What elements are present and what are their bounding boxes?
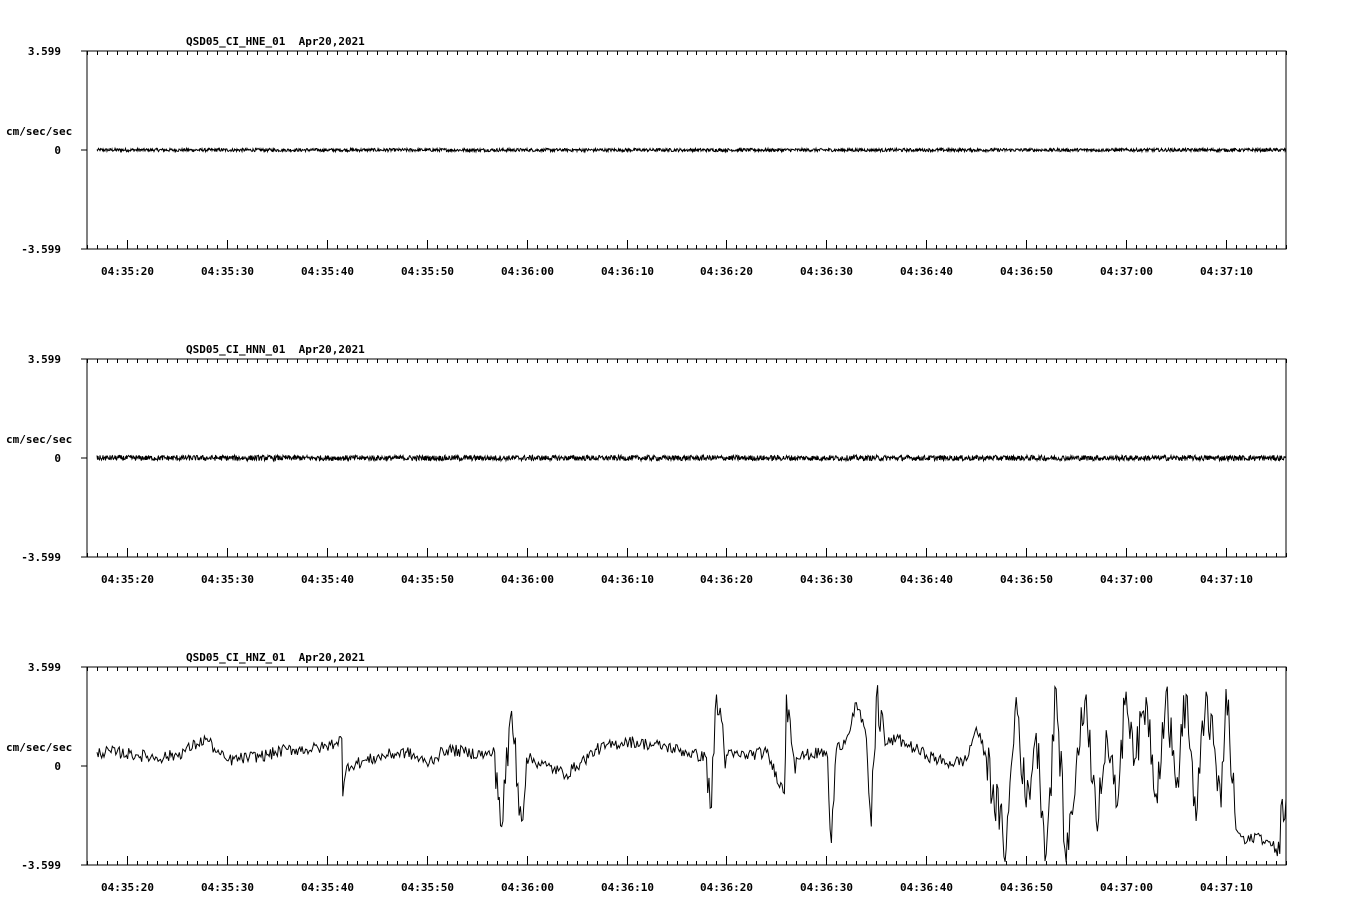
- waveform-trace: [97, 455, 1286, 460]
- x-tick-label: 04:36:20: [700, 881, 753, 894]
- plot-frame: [87, 667, 1286, 865]
- x-tick-label: 04:37:10: [1200, 573, 1253, 586]
- x-tick-label: 04:36:50: [1000, 573, 1053, 586]
- x-tick-label: 04:35:30: [201, 573, 254, 586]
- x-tick-label: 04:36:40: [900, 573, 953, 586]
- x-tick-label: 04:37:10: [1200, 265, 1253, 278]
- y-tick-label: -3.599: [21, 859, 61, 872]
- x-tick-label: 04:36:30: [800, 881, 853, 894]
- x-tick-label: 04:35:50: [401, 573, 454, 586]
- panel-title: QSD05_CI_HNE_01 Apr20,2021: [186, 35, 365, 48]
- x-tick-label: 04:36:10: [601, 881, 654, 894]
- y-tick-label: 3.599: [27, 45, 61, 58]
- y-tick-label: 3.599: [27, 353, 61, 366]
- panel-3: [6, 651, 1287, 894]
- y-axis-label: cm/sec/sec: [6, 125, 73, 138]
- x-tick-label: 04:35:20: [101, 265, 154, 278]
- waveform-trace: [97, 148, 1286, 151]
- x-tick-label: 04:35:20: [101, 573, 154, 586]
- y-tick-label: -3.599: [21, 551, 61, 564]
- x-tick-label: 04:35:20: [101, 881, 154, 894]
- x-tick-label: 04:36:00: [501, 881, 554, 894]
- x-tick-label: 04:36:40: [900, 881, 953, 894]
- x-tick-label: 04:37:00: [1100, 265, 1153, 278]
- y-tick-label: 0: [54, 452, 61, 465]
- x-tick-label: 04:36:50: [1000, 881, 1053, 894]
- x-tick-label: 04:37:00: [1100, 881, 1153, 894]
- x-tick-label: 04:36:30: [800, 265, 853, 278]
- y-tick-label: 3.599: [27, 661, 61, 674]
- y-axis-label: cm/sec/sec: [6, 741, 73, 754]
- x-tick-label: 04:35:40: [301, 265, 354, 278]
- x-tick-label: 04:35:50: [401, 265, 454, 278]
- x-tick-label: 04:37:00: [1100, 573, 1153, 586]
- x-tick-label: 04:36:20: [700, 265, 753, 278]
- panel-title: QSD05_CI_HNN_01 Apr20,2021: [186, 343, 365, 356]
- x-tick-label: 04:35:30: [201, 881, 254, 894]
- x-tick-label: 04:36:40: [900, 265, 953, 278]
- y-tick-label: 0: [54, 760, 61, 773]
- x-tick-label: 04:37:10: [1200, 881, 1253, 894]
- panel-title: QSD05_CI_HNZ_01 Apr20,2021: [186, 651, 365, 664]
- x-tick-label: 04:36:30: [800, 573, 853, 586]
- x-tick-label: 04:35:30: [201, 265, 254, 278]
- x-tick-label: 04:36:50: [1000, 265, 1053, 278]
- x-tick-label: 04:36:10: [601, 265, 654, 278]
- x-tick-label: 04:36:00: [501, 265, 554, 278]
- x-tick-label: 04:36:20: [700, 573, 753, 586]
- y-tick-label: -3.599: [21, 243, 61, 256]
- x-tick-label: 04:35:40: [301, 881, 354, 894]
- y-axis-label: cm/sec/sec: [6, 433, 73, 446]
- x-tick-label: 04:35:40: [301, 573, 354, 586]
- x-tick-label: 04:36:00: [501, 573, 554, 586]
- x-tick-label: 04:36:10: [601, 573, 654, 586]
- y-tick-label: 0: [54, 144, 61, 157]
- waveform-trace: [97, 685, 1286, 862]
- x-tick-label: 04:35:50: [401, 881, 454, 894]
- panel-1: [6, 35, 1287, 278]
- panel-2: [6, 343, 1287, 586]
